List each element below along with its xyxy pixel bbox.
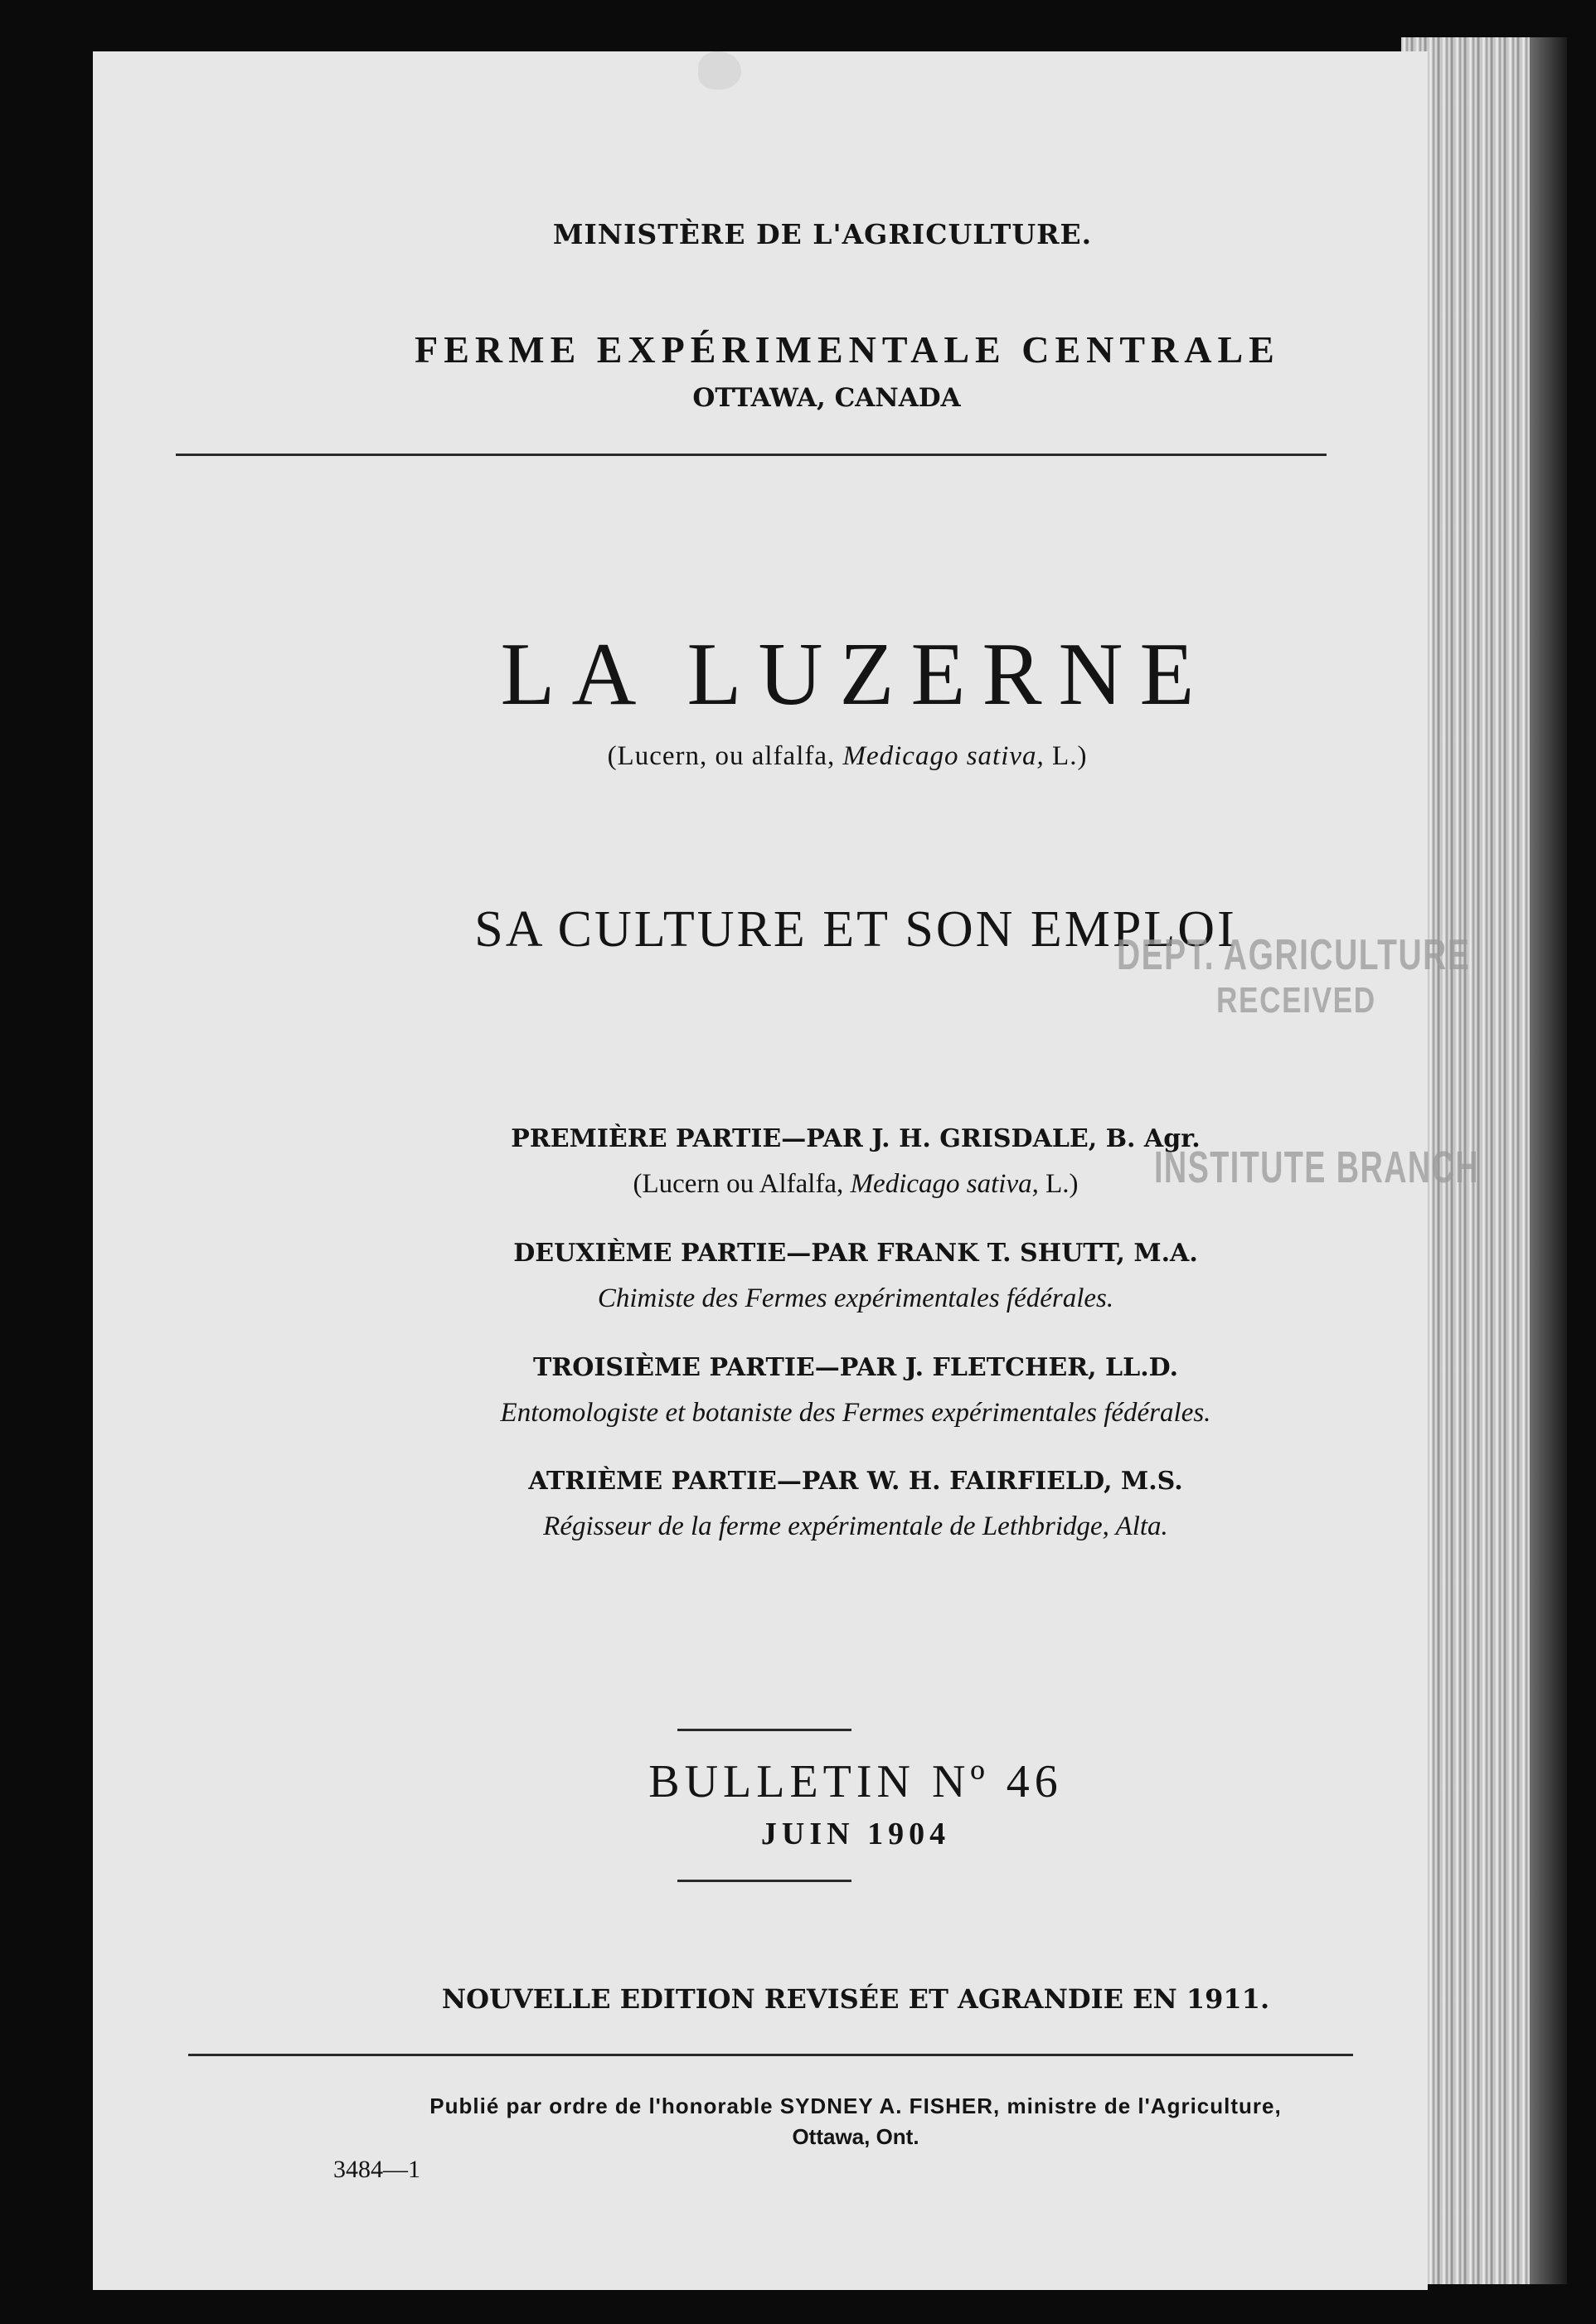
bulletin-date: JUIN 1904 xyxy=(760,1817,951,1851)
part-3-description: Entomologiste et botaniste des Fermes expérimentales fédérales. xyxy=(500,1398,1211,1428)
part-2-heading: DEUXIÈME PARTIE—PAR FRANK T. SHUTT, M.A. xyxy=(513,1239,1198,1268)
binding-mark xyxy=(698,51,741,90)
part-1-description: (Lucern ou Alfalfa, Medicago sativa, L.) xyxy=(633,1169,1079,1199)
ministry-heading: MINISTÈRE DE L'AGRICULTURE. xyxy=(552,218,1093,250)
publisher-line-2: Ottawa, Ont. xyxy=(792,2124,919,2149)
document-title: LA LUZERNE xyxy=(500,625,1211,724)
part-4-heading: ATRIÈME PARTIE—PAR W. H. FAIRFIELD, M.S. xyxy=(528,1467,1183,1496)
part-4-description: Régisseur de la ferme expérimentale de Lethbridge, Alta. xyxy=(543,1511,1168,1541)
received-stamp-line1: DEPT. AGRICULTURE xyxy=(1117,931,1471,979)
document-subtitle: (Lucern, ou alfalfa, Medicago sativa, L.) xyxy=(607,741,1088,771)
edition-note: NOUVELLE EDITION REVISÉE ET AGRANDIE EN 1911. xyxy=(441,1983,1270,2015)
received-stamp-line3: INSTITUTE BRANCH xyxy=(1154,1143,1479,1192)
farm-heading: FERME EXPÉRIMENTALE CENTRALE xyxy=(415,328,1280,371)
bulletin-rule-top xyxy=(677,1729,851,1731)
print-code: 3484—1 xyxy=(333,2156,420,2183)
part-1-heading: PREMIÈRE PARTIE—PAR J. H. GRISDALE, B. Agr. xyxy=(511,1124,1201,1153)
location-heading: OTTAWA, CANADA xyxy=(692,383,961,413)
section-heading: SA CULTURE ET SON EMPLOI xyxy=(474,901,1237,958)
received-stamp-line2: RECEIVED xyxy=(1216,980,1376,1021)
header-divider xyxy=(176,454,1327,456)
bulletin-number: BULLETIN Nº 46 xyxy=(648,1756,1063,1807)
bulletin-cover-page xyxy=(93,51,1479,2290)
part-2-description: Chimiste des Fermes expérimentales fédérales. xyxy=(597,1283,1114,1313)
footer-divider xyxy=(188,2054,1353,2056)
bulletin-rule-bottom xyxy=(677,1880,851,1882)
part-3-heading: TROISIÈME PARTIE—PAR J. FLETCHER, LL.D. xyxy=(532,1353,1179,1382)
publisher-line-1: Publié par ordre de l'honorable SYDNEY A. FISHER, ministre de l'Agriculture, xyxy=(429,2094,1282,2118)
